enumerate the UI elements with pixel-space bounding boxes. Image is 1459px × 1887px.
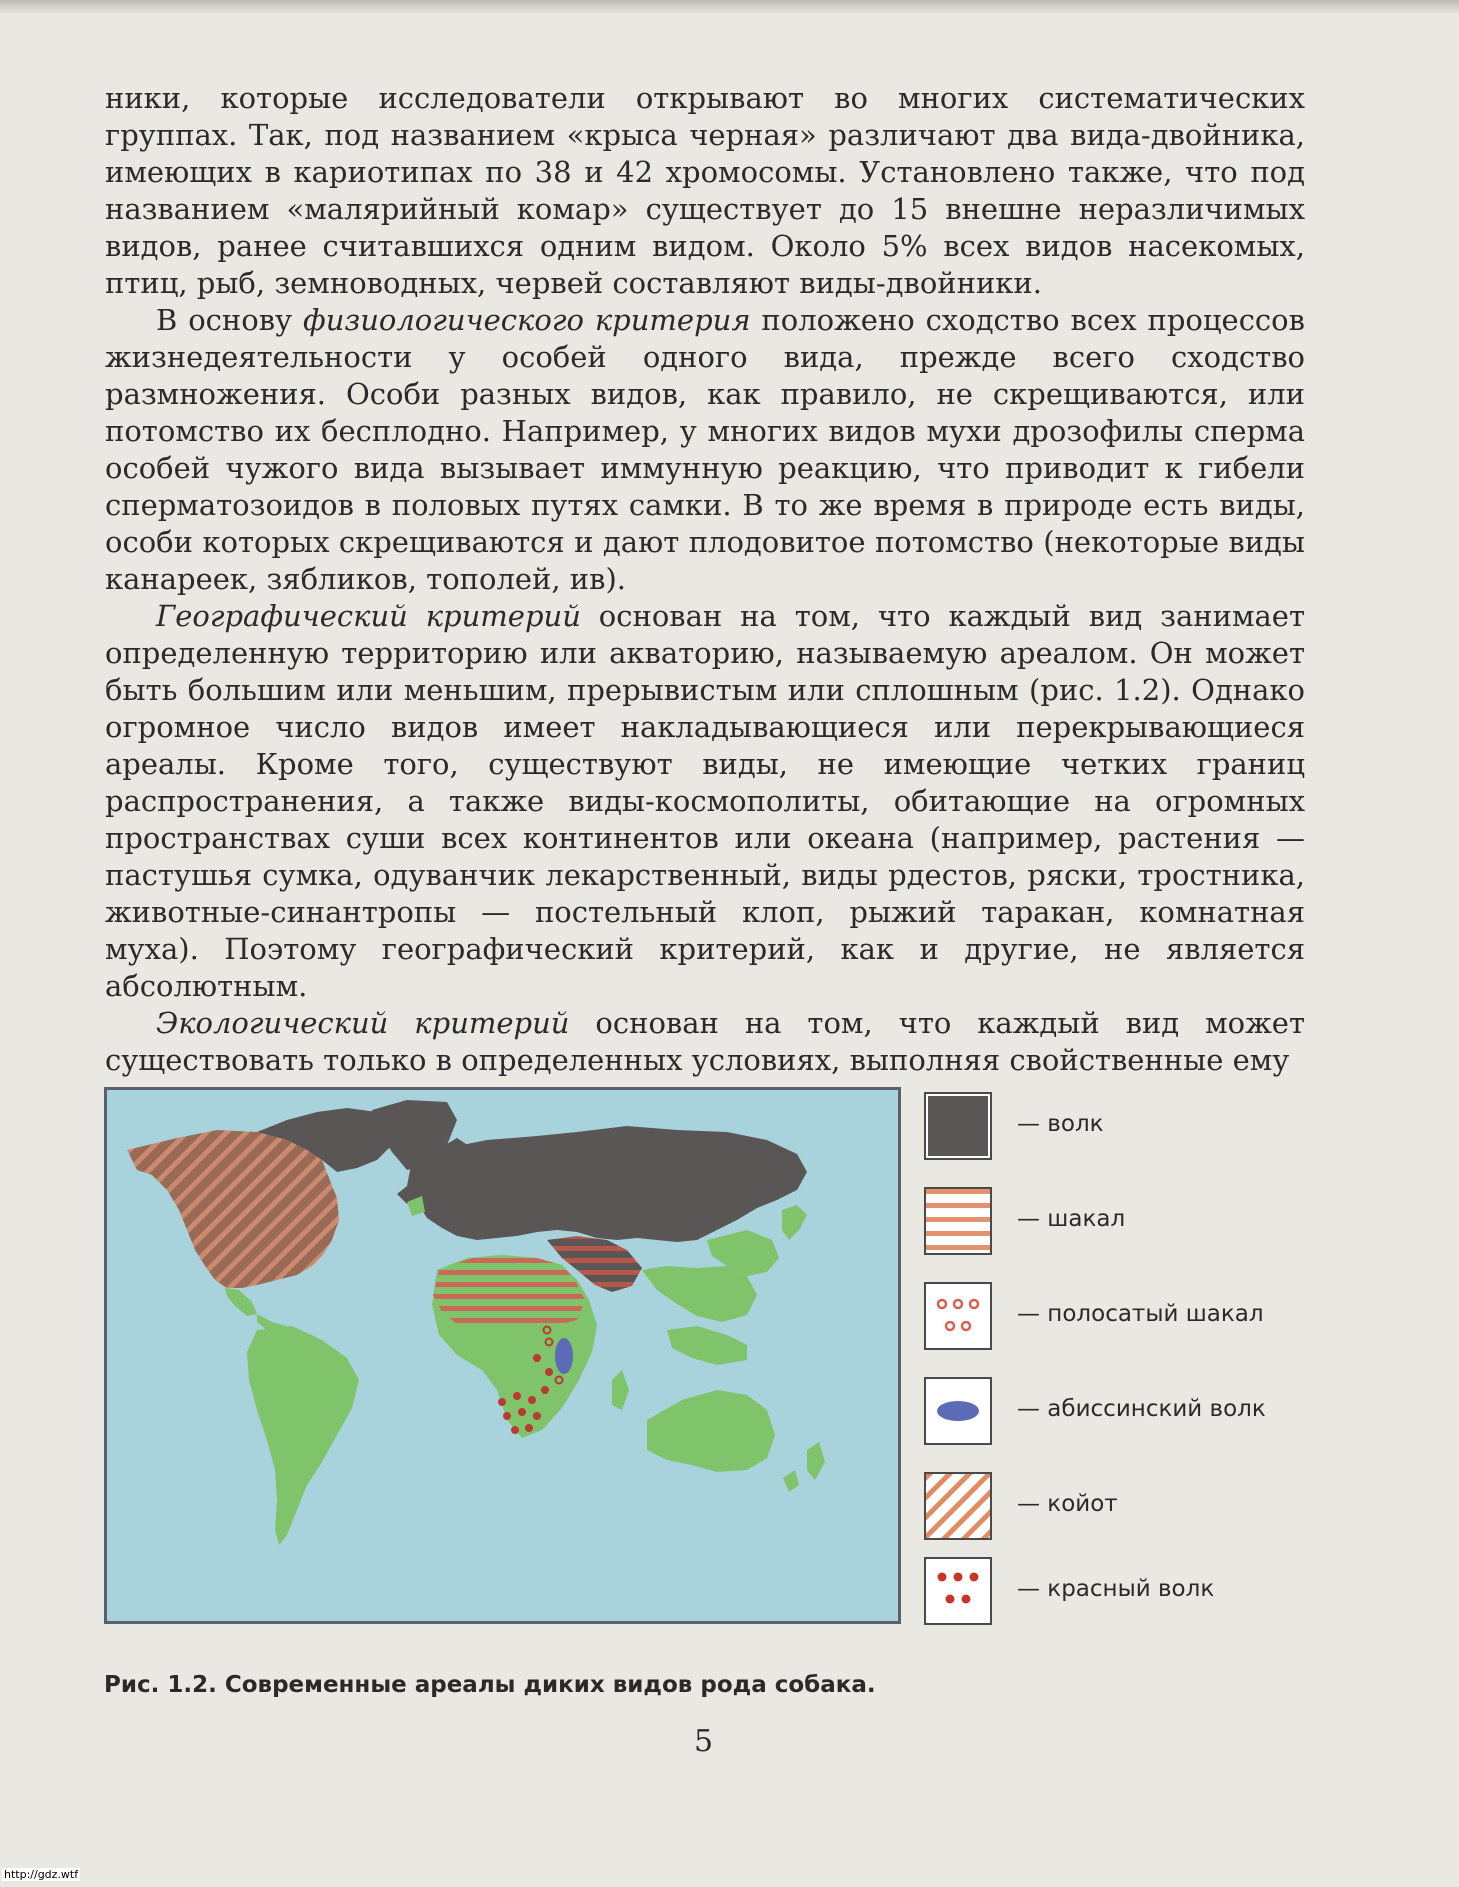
figure-caption: Рис. 1.2. Современные ареалы диких видов рода собака. <box>104 1672 876 1698</box>
text-run: ники, которые исследователи открывают во многих систематических группах. Так, под названием «крыса черная» различают два вида-двойника, имеющих в кариотипах по 38 и 42 хромосомы. Установлено также, что под названием «малярийный комар» существует до 15 внешне неразличимых видов, ранее считавшихся одним видом. Около 5% всех видов насекомых, птиц, рыб, земноводных, червей составляют виды-двойники. <box>105 81 1305 300</box>
legend-label: — шакал <box>1017 1206 1126 1232</box>
legend-item-jackal <box>924 1187 1324 1259</box>
paragraph <box>105 302 1305 598</box>
wolf-swatch <box>924 1092 992 1160</box>
legend-label: — волк <box>1017 1111 1104 1137</box>
legend-item-ethiopian-wolf <box>924 1377 1324 1449</box>
legend-label: — койот <box>1017 1491 1118 1517</box>
world-range-map <box>104 1087 901 1624</box>
ethiopian-wolf-range <box>555 1338 573 1374</box>
ethiopian-wolf-swatch <box>924 1377 992 1445</box>
legend-label: — абиссинский волк <box>1017 1396 1266 1422</box>
range-map-svg <box>107 1090 898 1621</box>
legend-item-striped-jackal <box>924 1282 1324 1354</box>
legend-item-red-wolf <box>924 1557 1324 1629</box>
australia-oceania <box>647 1326 825 1492</box>
south-america <box>247 1326 359 1545</box>
paragraph <box>105 80 1305 302</box>
italic-term: физиологического критерия <box>303 303 751 337</box>
paragraph <box>105 598 1305 1005</box>
coyote-swatch <box>924 1472 992 1540</box>
text-run: В основу <box>156 303 304 337</box>
page-top-edge <box>0 0 1459 14</box>
paragraph <box>105 1005 1305 1079</box>
striped-jackal-swatch <box>924 1282 992 1350</box>
page-number: 5 <box>694 1724 714 1759</box>
north-america <box>127 1108 397 1334</box>
legend-item-coyote <box>924 1472 1324 1544</box>
legend-label: — полосатый шакал <box>1017 1301 1264 1327</box>
text-run: основан на том, что каждый вид занимает определенную территорию или акваторию, называемую ареалом. Он может быть большим или меньшим, прерывистым или сплошным (рис. 1.2). Однако огромное число видов имеет накладывающиеся или перекрывающиеся ареалы. Кроме того, существуют виды, не имеющие четких границ распространения, а также виды-космополиты, обитающие на огромных пространствах суши всех континентов или океана (например, растения — пастушья сумка, одуванчик лекарственный, виды рдестов, ряски, тростника, животные-синантропы — постельный клоп, рыжий таракан, комнатная муха). Поэтому географический критерий, как и другие, не является абсолютным. <box>105 599 1305 1003</box>
text-run: положено сходство всех процессов жизнедеятельности у особей одного вида, прежде всего сходство размножения. Особи разных видов, как правило, не скрещиваются, или потомство их бесплодно. Например, у многих видов мухи дрозофилы сперма особей чужого вида вызывает иммунную реакцию, что приводит к гибели сперматозоидов в половых путях самки. В то же время в природе есть виды, особи которых скрещиваются и дают плодовитое потомство (некоторые виды канареек, зябликов, тополей, ив). <box>105 303 1305 596</box>
italic-term: Географический критерий <box>156 599 581 633</box>
watermark: http://gdz.wtf <box>4 1868 79 1881</box>
italic-term: Экологический критерий <box>156 1006 570 1040</box>
body-text <box>105 80 1305 1079</box>
legend-item-wolf <box>924 1092 1324 1164</box>
jackal-swatch <box>924 1187 992 1255</box>
figure-1-2 <box>104 1087 1320 1627</box>
text-run: основан на том, что каждый вид может существовать только в определенных условиях, выполняя свойственные ему <box>105 1006 1305 1077</box>
red-wolf-swatch <box>924 1557 992 1625</box>
legend-label: — красный волк <box>1017 1576 1215 1602</box>
